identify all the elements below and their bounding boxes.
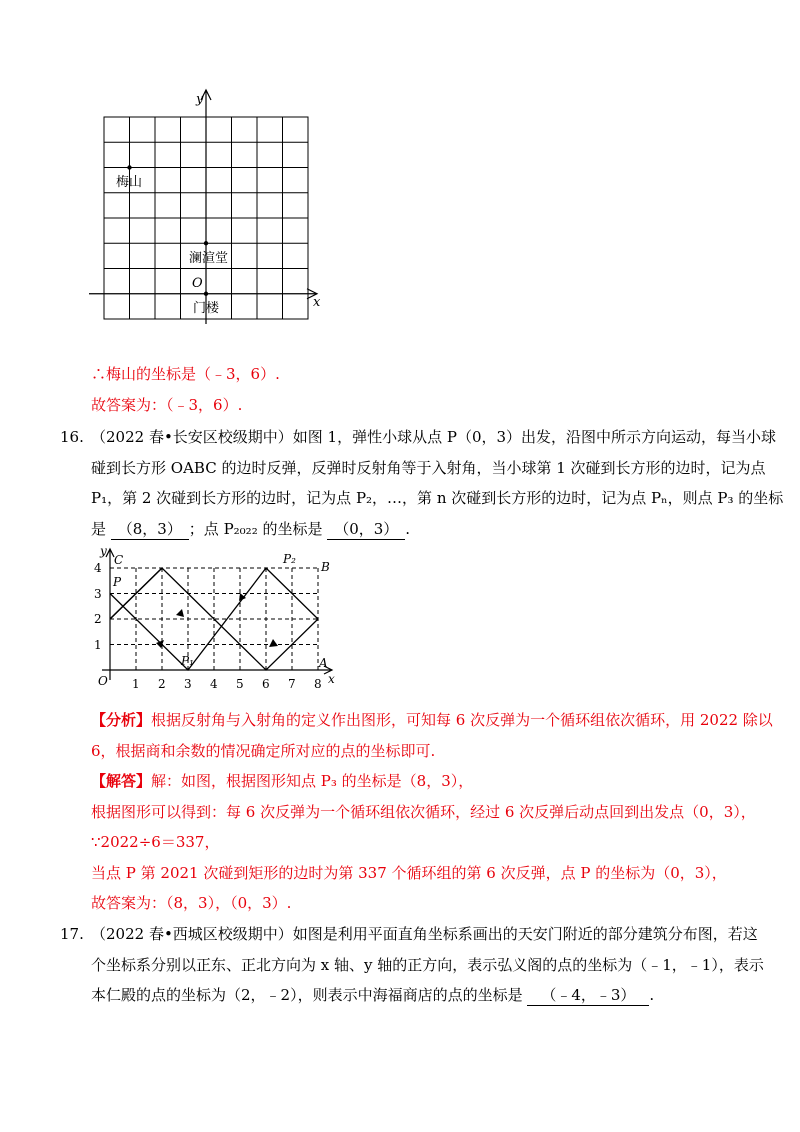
y-tick-labels xyxy=(94,561,102,652)
p16-analysis-line1: 【分析】根据反射角与入射角的定义作出图形，可知每 6 次反弹为一个循环组依次循环，用 2022 除以 xyxy=(91,711,773,729)
p16-line2: 碰到长方形 OABC 的边时反弹，反弹时反射角等于入射角，当小球第 1 次碰到长方形的边时，记为点 xyxy=(91,459,766,477)
p17-line1: （2022 春•西城区校级期中）如图是利用平面直角坐标系画出的天安门附近的部分建筑分布图，若这 xyxy=(91,925,758,943)
p16-answer: 故答案为：（8，3），（0，3）. xyxy=(91,894,292,912)
arrow-head xyxy=(176,609,184,617)
svg-text:6: 6 xyxy=(262,677,270,691)
p16-line4-mid: ；点 P₂₀₂₂ 的坐标是 xyxy=(188,520,323,538)
y-axis-label: y xyxy=(196,92,204,107)
origin-label: O xyxy=(98,674,108,688)
p16-solution-line2: 根据图形可以得到：每 6 次反弹为一个循环组依次循环，经过 6 次反弹后动点回到出发点（0，3）， xyxy=(91,803,756,821)
meishan-point xyxy=(127,165,131,169)
meishan-label: 梅山 xyxy=(116,175,143,190)
p16-number: 16. xyxy=(60,428,84,446)
origin-label: O xyxy=(192,276,203,291)
p16-blank1: （8，3） xyxy=(111,519,189,540)
p17-line3 xyxy=(91,985,654,1006)
lanxuantang-label: 澜渲堂 xyxy=(189,251,229,266)
point-p2-label: P₂ xyxy=(283,552,296,566)
svg-text:2: 2 xyxy=(94,612,102,626)
p17-line3-prefix: 本仁殿的点的坐标为（2，﹣2），则表示中海福商店的点的坐标是 xyxy=(91,986,523,1004)
x-axis-label: x xyxy=(328,672,335,686)
p17-blank: （﹣4，﹣3） xyxy=(527,985,649,1006)
svg-text:1: 1 xyxy=(94,638,102,652)
svg-text:3: 3 xyxy=(184,677,192,691)
p16-line1: （2022 春•长安区校级期中）如图 1，弹性小球从点 P（0，3）出发，沿图中所示方向运动，每当小球 xyxy=(91,428,777,446)
lanxuantang-point xyxy=(204,241,208,245)
p16-line4-prefix: 是 xyxy=(91,520,107,538)
map-grid-figure xyxy=(85,88,335,328)
svg-text:1: 1 xyxy=(132,677,140,691)
svg-text:4: 4 xyxy=(210,677,218,691)
p17-line3-end: . xyxy=(649,986,655,1004)
point-b-label: B xyxy=(321,560,330,574)
p17-line2: 个坐标系分别以正东、正北方向为 x 轴、y 轴的正方向，表示弘义阁的点的坐标为（﹣1，﹣1），表示 xyxy=(91,956,764,974)
x-tick-labels xyxy=(132,677,322,691)
point-p1-label: P₁ xyxy=(181,654,194,668)
menlou-point xyxy=(204,292,208,296)
point-c-label: C xyxy=(114,553,124,567)
p16-line4 xyxy=(91,519,410,540)
svg-text:2: 2 xyxy=(158,677,166,691)
p16-solution-line4: 当点 P 第 2021 次碰到矩形的边时为第 337 个循环组的第 6 次反弹，点 P 的坐标为（0，3）， xyxy=(91,864,727,882)
point-a-label: A xyxy=(319,656,328,670)
p17-number: 17. xyxy=(60,925,84,943)
y-axis-label: y xyxy=(100,545,107,558)
solution-tag: 【解答】 xyxy=(91,772,152,790)
bounce-figure xyxy=(88,545,343,695)
p16-line4-end: . xyxy=(405,520,411,538)
point-p-label: P xyxy=(113,575,122,589)
p15-answer: 故答案为：（﹣3，6）. xyxy=(91,396,243,414)
p16-line3: P₁，第 2 次碰到长方形的边时，记为点 P₂，…，第 n 次碰到长方形的边时，记为点 Pₙ，则点 P₃ 的坐标 xyxy=(91,489,784,507)
p16-solution-line3: ∵2022÷6＝337， xyxy=(91,833,220,851)
p16-analysis-line2: 6，根据商和余数的情况确定所对应的点的坐标即可. xyxy=(91,742,436,760)
p16-solution-line1: 【解答】解：如图，根据图形知点 P₃ 的坐标是（8，3）， xyxy=(91,772,474,790)
svg-text:3: 3 xyxy=(94,587,102,601)
x-axis-label: x xyxy=(313,295,321,310)
menlou-label: 门楼 xyxy=(193,301,220,316)
svg-text:8: 8 xyxy=(314,677,322,691)
svg-text:4: 4 xyxy=(94,561,102,575)
analysis-tag: 【分析】 xyxy=(91,711,152,729)
p16-blank2: （0，3） xyxy=(327,519,405,540)
p15-therefore: ∴梅山的坐标是（﹣3，6）. xyxy=(91,365,280,383)
svg-text:5: 5 xyxy=(236,677,244,691)
arrow-head xyxy=(269,639,278,647)
svg-text:7: 7 xyxy=(288,677,296,691)
